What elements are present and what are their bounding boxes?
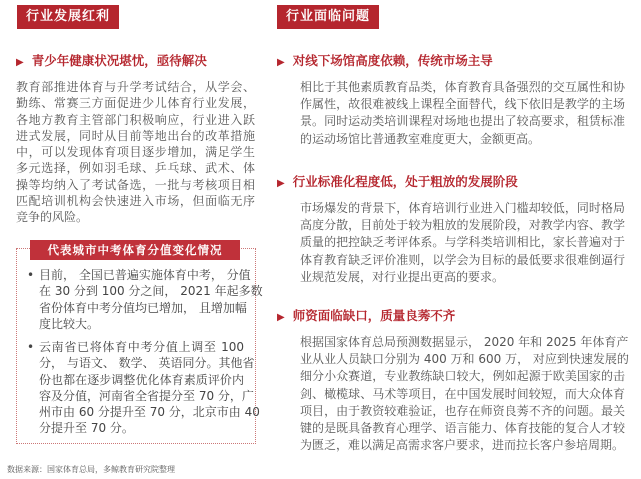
text-line: 业从业人员缺口分别为 400 万和 600 万， 对应到快速发展的 <box>300 352 629 367</box>
text-line: 多元选择，例如羽毛球、乒乓球、武术、体 <box>16 161 255 176</box>
subheading-text: 师资面临缺口，质量良莠不齐 <box>292 308 456 323</box>
right-subheading <box>277 306 455 324</box>
text-line: 剑、橄榄球、马术等项目，在中国发展时间较短，而大众体育 <box>300 386 625 401</box>
right-subheading <box>277 172 518 190</box>
right-subheading <box>277 51 493 69</box>
text-line: 市场爆发的背景下，体育培训行业进入门槛却较低，同时格局 <box>300 201 625 215</box>
text-line: 业规范发展，对行业提出更高的要求。 <box>300 269 505 284</box>
text-line: 项目，由于教资较难验证，也存在师资良莠不齐的问题。最关 <box>300 403 625 418</box>
left-subheading <box>16 51 207 69</box>
text-line: 目前， 全国已普遍实施体育中考， 分值 <box>39 268 251 282</box>
left-section-header: 行业发展红利 <box>17 5 119 29</box>
text-line: 为匮乏，难以满足高需求客户要求，进而拉长客户参培周期。 <box>300 438 625 453</box>
right-section-header: 行业面临问题 <box>277 5 379 29</box>
text-line: 景。同时运动类培训课程对场地也提出了较高要求，租赁标准 <box>300 114 625 129</box>
text-line: 根据国家体育总局预测数据显示， 2020 年和 2025 年体育产 <box>300 335 629 349</box>
text-line: 操等均纳入了考试备选，一批与考核项目相 <box>16 177 255 192</box>
left-paragraph <box>16 79 255 226</box>
bullet-dot-icon: • <box>27 340 35 354</box>
subheading-text: 青少年健康状况堪忧，亟待解决 <box>31 53 207 68</box>
bullet-dot-icon: • <box>27 268 35 282</box>
text-line: 勤练、常赛三方面促进少儿体育行业发展， <box>16 96 255 111</box>
text-line: 省份体育中考分值均已增加， 且增加幅 <box>39 300 247 315</box>
text-line: 高度分散，目前处于较为粗放的发展阶段，对教学内容、教学 <box>300 218 625 233</box>
box-bullet <box>27 339 260 437</box>
text-line: 度比较大。 <box>39 316 100 331</box>
text-line: 在 30 分到 100 分之间， 2021 年起多数 <box>39 284 263 299</box>
text-line: 作属性，故很难被线上课程全面替代，线下依旧是教学的主场 <box>300 97 625 112</box>
text-line: 教育部推进体育与升学考试结合，从学会、 <box>16 80 255 94</box>
source-footer: 数据来源：国家体育总局，多鲸教育研究院整理 <box>7 465 175 474</box>
text-line: 州市由 60 分提升至 70 分，北京市由 40 <box>39 405 260 420</box>
text-line: 的运动场馆比普通教室难度更大，金额更高。 <box>300 131 541 146</box>
right-paragraph <box>300 334 629 454</box>
triangle-bullet-icon: ▶ <box>16 57 24 68</box>
box-title: 代表城市中考体育分值变化情况 <box>30 240 240 260</box>
text-line: 进式发展，同时从目前等地出台的改革措施 <box>16 128 255 143</box>
text-line: 体育教育缺乏评价准则，以学会为目标的最低要求很难倒逼行 <box>300 252 625 267</box>
text-line: 相比于其他素质教育品类，体育教育具备强烈的交互属性和协 <box>300 80 625 94</box>
text-line: 匹配培训机构会快速进入市场，但面临无序 <box>16 194 255 209</box>
text-line: 竞争的风险。 <box>16 210 89 225</box>
text-line: 中，可以发现体育项目逐步增加，满足学生 <box>16 145 255 160</box>
text-line: 质量的把控缺乏考评体系。与学科类培训相比，家长普遍对于 <box>300 235 625 250</box>
triangle-bullet-icon: ▶ <box>277 178 285 189</box>
text-line: 分提升至 70 分。 <box>39 421 134 436</box>
text-line: 容及分值，河南省全省提分至 70 分，广 <box>39 388 254 403</box>
triangle-bullet-icon: ▶ <box>277 57 285 68</box>
text-line: 细分小众赛道，专业教练缺口较大，例如起源于欧美国家的击 <box>300 369 625 384</box>
text-line: 键的是既具备教育心理学、语言能力、体育技能的复合人才较 <box>300 421 625 436</box>
text-line: 份也都在逐步调整优化体育素质评价内 <box>39 372 244 387</box>
box-bullet <box>27 267 263 332</box>
text-line: 云南省已将体育中考分值上调至 100 <box>39 340 244 354</box>
right-paragraph <box>300 79 625 148</box>
right-paragraph <box>300 200 625 286</box>
text-line: 分， 与语文、 数学、 英语同分。其他省 <box>39 356 255 371</box>
text-line: 各地方教育主管部门积极响应，行业进入跃 <box>16 112 255 127</box>
subheading-text: 行业标准化程度低，处于粗放的发展阶段 <box>292 174 518 189</box>
triangle-bullet-icon: ▶ <box>277 312 285 323</box>
subheading-text: 对线下场馆高度依赖，传统市场主导 <box>292 53 493 68</box>
